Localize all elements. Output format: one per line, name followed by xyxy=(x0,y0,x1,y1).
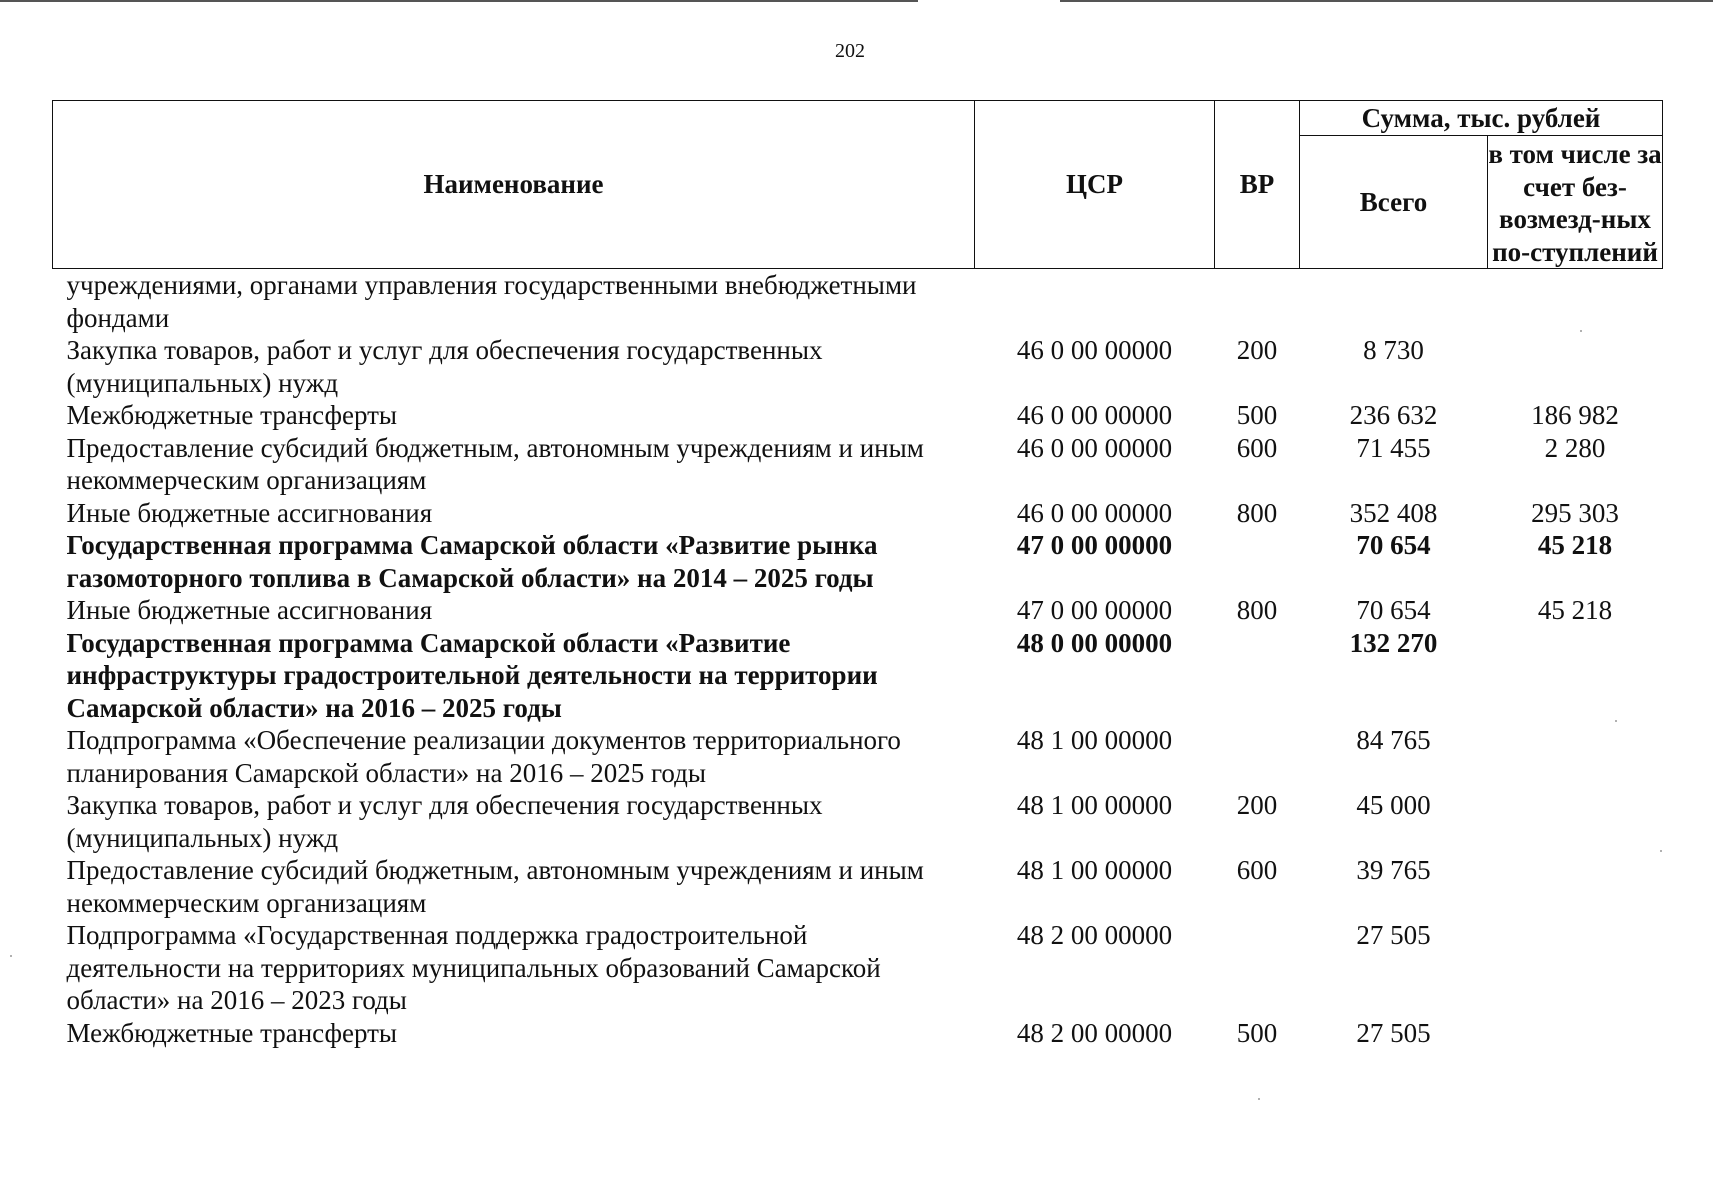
cell-total: 70 654 xyxy=(1356,595,1431,625)
top-edge-line-left xyxy=(0,0,918,2)
cell-vr: 500 xyxy=(1236,400,1278,430)
table-row xyxy=(53,399,1663,432)
cell-total: 352 408 xyxy=(1349,497,1438,528)
cell-including xyxy=(1488,269,1663,335)
scan-speck xyxy=(1258,1098,1260,1100)
cell-including: 45 218 xyxy=(1537,530,1613,560)
scan-speck xyxy=(10,955,12,957)
cell-csr: 48 2 00 00000 xyxy=(1016,1017,1173,1048)
header-including: в том числе за счет без-возмезд-ных по-ступлений xyxy=(1488,136,1663,269)
cell-csr: 48 1 00 00000 xyxy=(1016,855,1173,885)
cell-csr: 47 0 00 00000 xyxy=(1016,595,1173,625)
cell-name: Межбюджетные трансферты xyxy=(66,400,398,430)
cell-including xyxy=(1488,789,1663,854)
cell-including: 186 982 xyxy=(1531,400,1619,430)
table-row xyxy=(53,334,1663,399)
cell-csr: 46 0 00 00000 xyxy=(1016,400,1173,430)
table-row xyxy=(53,627,1663,725)
cell-vr xyxy=(1215,627,1300,725)
cell-total: 39 765 xyxy=(1356,855,1431,885)
cell-total: 71 455 xyxy=(1356,432,1431,463)
cell-including xyxy=(1488,1017,1663,1050)
cell-csr xyxy=(975,269,1215,335)
table-row xyxy=(53,529,1663,594)
cell-total: 84 765 xyxy=(1356,725,1431,755)
cell-name: Иные бюджетные ассигнования xyxy=(66,595,433,625)
cell-vr: 500 xyxy=(1236,1017,1278,1048)
table-row xyxy=(53,432,1663,497)
cell-including xyxy=(1488,724,1663,789)
cell-including xyxy=(1488,919,1663,1017)
cell-total: 27 505 xyxy=(1356,1017,1431,1048)
cell-vr: 800 xyxy=(1236,497,1278,528)
table-row xyxy=(53,497,1663,530)
table-row xyxy=(53,919,1663,1017)
table-row xyxy=(53,594,1663,627)
cell-vr: 600 xyxy=(1236,432,1278,463)
header-name: Наименование xyxy=(53,101,975,269)
cell-including xyxy=(1488,854,1663,919)
header-csr: ЦСР xyxy=(975,101,1215,269)
table-row xyxy=(53,1017,1663,1050)
cell-total: 27 505 xyxy=(1356,920,1431,950)
table-row xyxy=(53,789,1663,854)
cell-including: 295 303 xyxy=(1531,497,1619,528)
cell-total: 45 000 xyxy=(1356,790,1431,820)
header-vr: ВР xyxy=(1215,101,1300,269)
cell-csr: 48 2 00 00000 xyxy=(1016,920,1173,950)
table-row xyxy=(53,724,1663,789)
cell-including xyxy=(1488,334,1663,399)
cell-vr xyxy=(1215,269,1300,335)
cell-including: 2 280 xyxy=(1544,432,1606,463)
top-edge-line-right xyxy=(1060,0,1713,2)
cell-name: Государственная программа Самарской области «Развитие инфраструктуры градостроительной деятельности на территории Самарской области» на 2016 – 2025 годы xyxy=(66,627,878,723)
table-body xyxy=(53,269,1663,1050)
scan-speck xyxy=(1660,850,1662,852)
cell-vr xyxy=(1215,919,1300,1017)
header-total: Всего xyxy=(1300,136,1488,269)
cell-name: Закупка товаров, работ и услуг для обеспечения государственных (муниципальных) нужд xyxy=(66,790,823,853)
budget-table xyxy=(52,100,1663,1049)
cell-vr: 600 xyxy=(1236,855,1278,885)
cell-total: 8 730 xyxy=(1363,335,1424,365)
cell-vr xyxy=(1215,724,1300,789)
cell-name: учреждениями, органами управления государственными внебюджетными фондами xyxy=(66,270,917,333)
cell-vr: 200 xyxy=(1236,790,1278,820)
cell-csr: 48 0 00 00000 xyxy=(1016,627,1173,658)
cell-name: Закупка товаров, работ и услуг для обеспечения государственных (муниципальных) нужд xyxy=(66,335,823,398)
cell-total: 70 654 xyxy=(1356,530,1431,560)
page-number: 202 xyxy=(835,40,865,62)
table-row xyxy=(53,269,1663,335)
cell-name: Предоставление субсидий бюджетным, автономным учреждениям и иным некоммерческим организациям xyxy=(66,432,924,495)
header-sum-group: Сумма, тыс. рублей xyxy=(1300,101,1663,136)
cell-name: Государственная программа Самарской области «Развитие рынка газомоторного топлива в Самарской области» на 2014 – 2025 годы xyxy=(66,530,878,593)
scan-speck xyxy=(1580,330,1582,332)
cell-name: Межбюджетные трансферты xyxy=(66,1017,398,1048)
cell-name: Подпрограмма «Обеспечение реализации документов территориального планирования Самарской области» на 2016 – 2025 годы xyxy=(66,725,901,788)
cell-vr: 800 xyxy=(1236,595,1278,625)
cell-csr: 48 1 00 00000 xyxy=(1016,790,1173,820)
cell-name: Предоставление субсидий бюджетным, автономным учреждениям и иным некоммерческим организациям xyxy=(66,855,924,918)
cell-total: 236 632 xyxy=(1349,400,1438,430)
cell-csr: 46 0 00 00000 xyxy=(1016,432,1173,463)
table-header xyxy=(53,101,1663,269)
cell-csr: 48 1 00 00000 xyxy=(1016,725,1173,755)
cell-csr: 46 0 00 00000 xyxy=(1016,335,1173,365)
cell-including xyxy=(1488,627,1663,725)
cell-including: 45 218 xyxy=(1537,595,1613,625)
scan-speck xyxy=(1615,720,1617,722)
cell-csr: 46 0 00 00000 xyxy=(1016,497,1173,528)
cell-vr: 200 xyxy=(1236,335,1278,365)
cell-csr: 47 0 00 00000 xyxy=(1016,530,1173,560)
cell-name: Иные бюджетные ассигнования xyxy=(66,497,433,528)
table-row xyxy=(53,854,1663,919)
cell-total xyxy=(1300,269,1488,335)
cell-vr xyxy=(1215,529,1300,594)
cell-total: 132 270 xyxy=(1349,627,1438,658)
cell-name: Подпрограмма «Государственная поддержка градостроительной деятельности на территориях муниципальных образований Самарской области» на 2016 – 2023 годы xyxy=(66,920,881,1015)
